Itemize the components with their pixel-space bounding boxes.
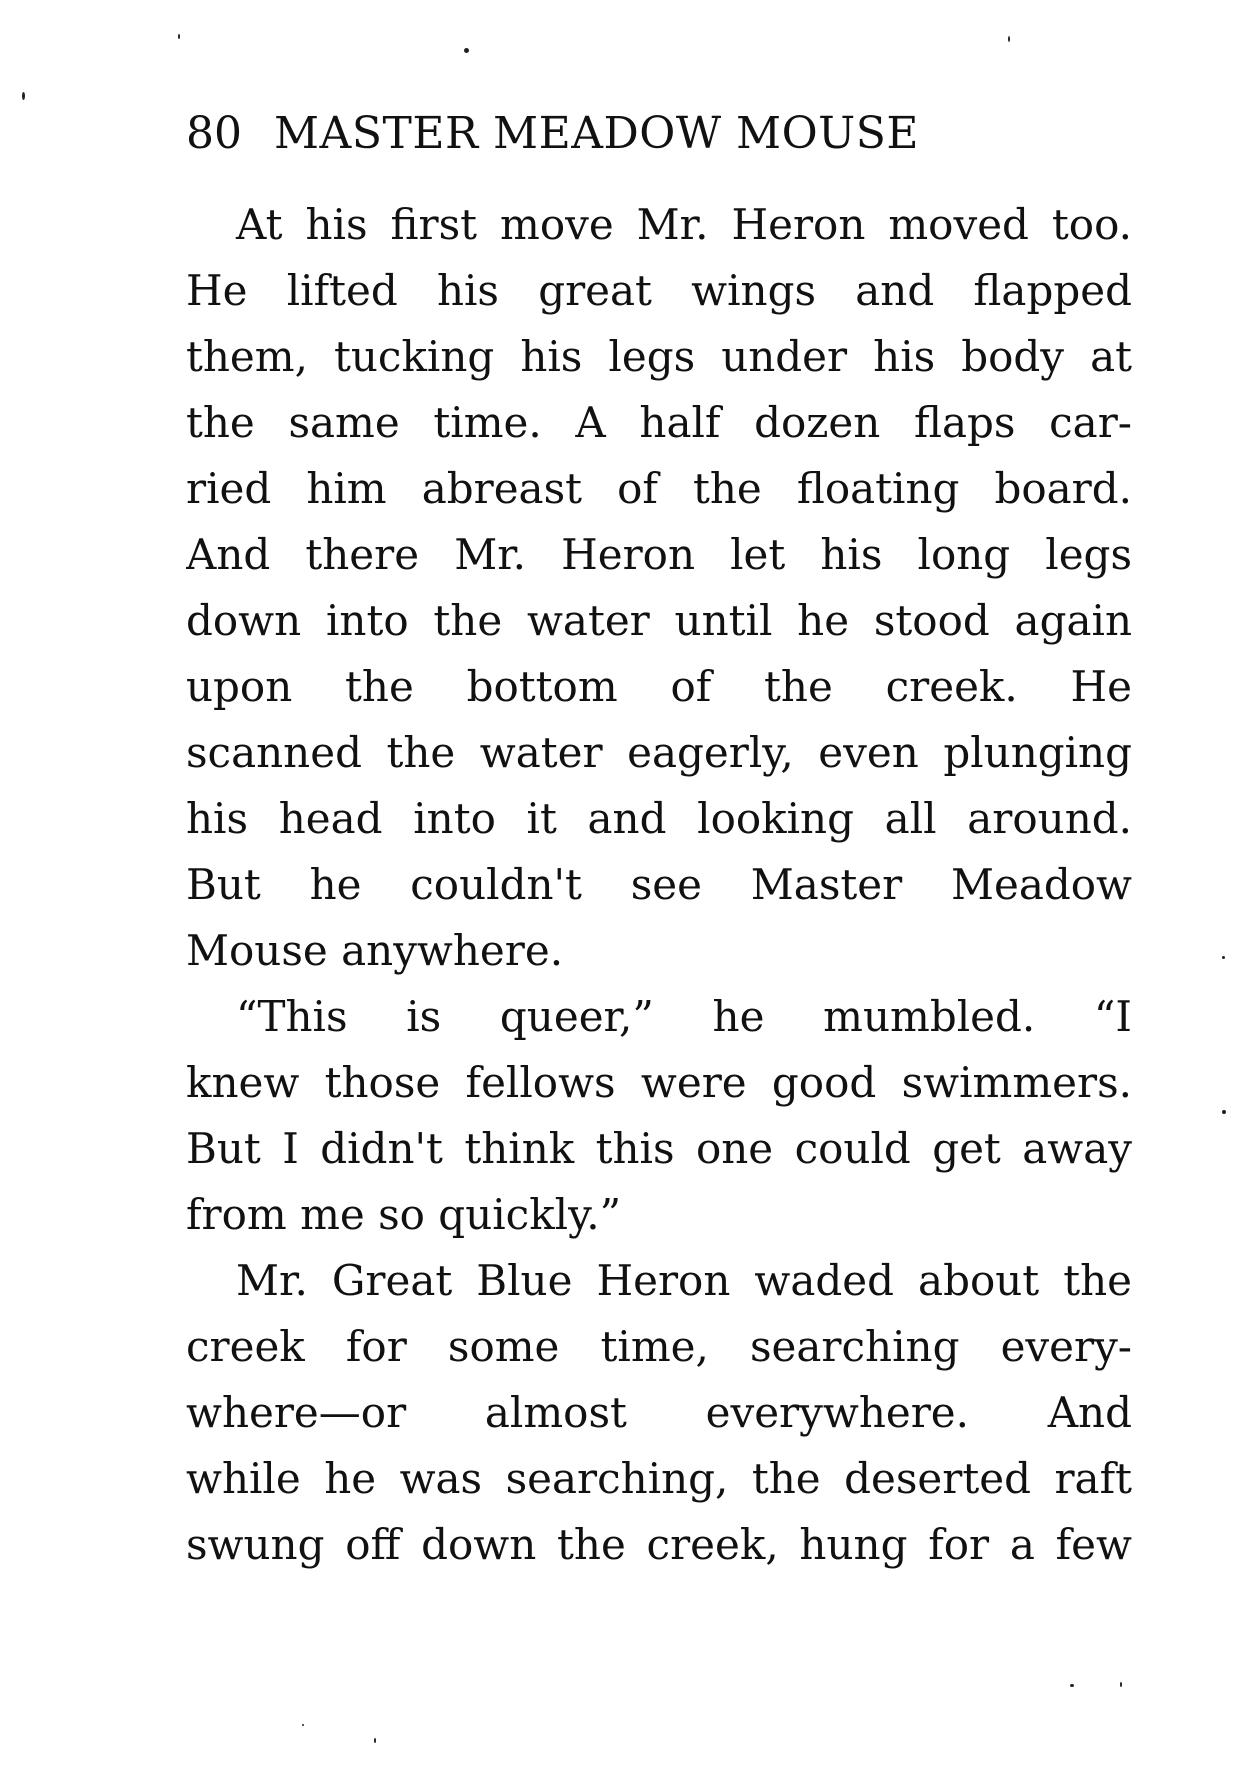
scan-speck [22, 92, 25, 100]
scan-speck [1222, 1110, 1226, 1114]
text-line: the same time. A half dozen flaps car- [186, 398, 1132, 447]
text-line: scanned the water eagerly, even plunging [186, 728, 1132, 777]
text-line: where—or almost everywhere. And [186, 1388, 1132, 1437]
text-line: from me so quickly.” [186, 1190, 622, 1239]
text-line: “This is queer,” he mumbled. “I [236, 992, 1132, 1041]
text-line: upon the bottom of the creek. He [186, 662, 1132, 711]
scan-speck [302, 1724, 304, 1726]
page-number: 80 [186, 108, 242, 159]
scan-speck [178, 34, 180, 39]
text-line: And there Mr. Heron let his long legs [186, 530, 1132, 579]
body-text [186, 192, 1132, 1578]
text-line: his head into it and looking all around. [186, 794, 1132, 843]
text-line: them, tucking his legs under his body at [186, 332, 1132, 381]
scan-speck [1008, 36, 1010, 42]
text-line: Mr. Great Blue Heron waded about the [236, 1256, 1132, 1305]
scan-speck [374, 1738, 376, 1743]
text-line: He lifted his great wings and flapped [186, 266, 1132, 315]
text-line: knew those fellows were good swimmers. [186, 1058, 1132, 1107]
running-title: MASTER MEADOW MOUSE [274, 108, 920, 159]
scan-speck [1222, 956, 1225, 959]
text-line: Mouse anywhere. [186, 926, 564, 975]
text-line: while he was searching, the deserted raft [186, 1454, 1132, 1503]
text-line: But he couldn't see Master Meadow [186, 860, 1132, 909]
text-line: swung off down the creek, hung for a few [186, 1520, 1132, 1569]
scan-speck [1070, 1684, 1074, 1687]
page-header [186, 104, 1046, 164]
text-line: down into the water until he stood again [186, 596, 1132, 645]
scan-speck [464, 48, 469, 53]
scan-speck [1120, 1682, 1122, 1687]
text-line: But I didn't think this one could get away [186, 1124, 1132, 1173]
text-line: ried him abreast of the floating board. [186, 464, 1132, 513]
text-line: creek for some time, searching every- [186, 1322, 1132, 1371]
text-line: At his first move Mr. Heron moved too. [236, 200, 1132, 249]
